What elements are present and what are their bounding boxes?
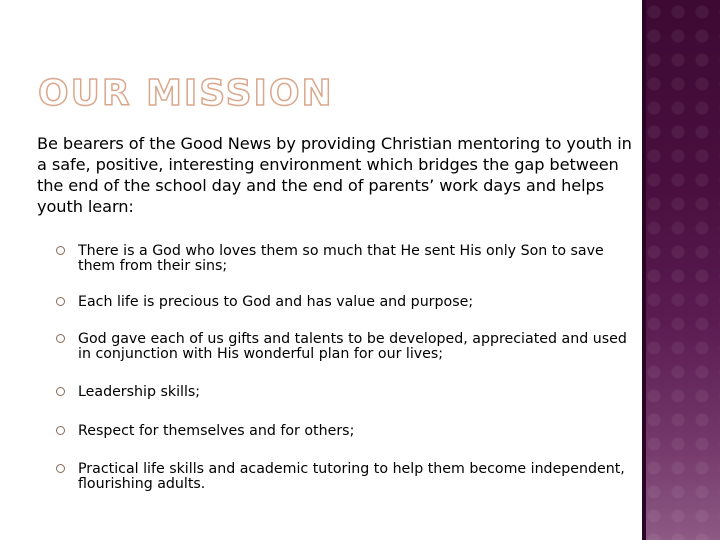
list-item-text: Leadership skills; bbox=[78, 384, 201, 400]
list-item-text: Each life is precious to God and has value and purpose; bbox=[78, 294, 474, 310]
ring-bullet-icon bbox=[56, 334, 65, 343]
list-item bbox=[56, 424, 632, 439]
list-item bbox=[56, 332, 632, 362]
decorative-side-bar bbox=[642, 0, 720, 540]
list-item-text: Practical life skills and academic tutoring to help them become independent, flourishing adults. bbox=[78, 461, 625, 492]
ring-bullet-icon bbox=[56, 246, 65, 255]
list-item bbox=[56, 385, 632, 400]
mission-statement: Be bearers of the Good News by providing Christian mentoring to youth in a safe, positive, interesting environment which bridges the gap between the end of the school day and the end of parents’ work days and helps youth learn: bbox=[37, 134, 632, 216]
ring-bullet-icon bbox=[56, 464, 65, 473]
ring-bullet-icon bbox=[56, 387, 65, 396]
ring-bullet-icon bbox=[56, 426, 65, 435]
slide-title: OUR MISSION bbox=[38, 73, 334, 114]
list-item-text: There is a God who loves them so much that He sent His only Son to save them from their sins; bbox=[78, 243, 604, 274]
list-item bbox=[56, 462, 632, 492]
list-item-text: God gave each of us gifts and talents to be developed, appreciated and used in conjunction with His wonderful plan for our lives; bbox=[78, 331, 627, 362]
learning-points-list bbox=[56, 240, 632, 492]
ring-bullet-icon bbox=[56, 297, 65, 306]
list-item bbox=[56, 244, 632, 274]
list-item-text: Respect for themselves and for others; bbox=[78, 423, 355, 439]
list-item bbox=[56, 295, 632, 310]
